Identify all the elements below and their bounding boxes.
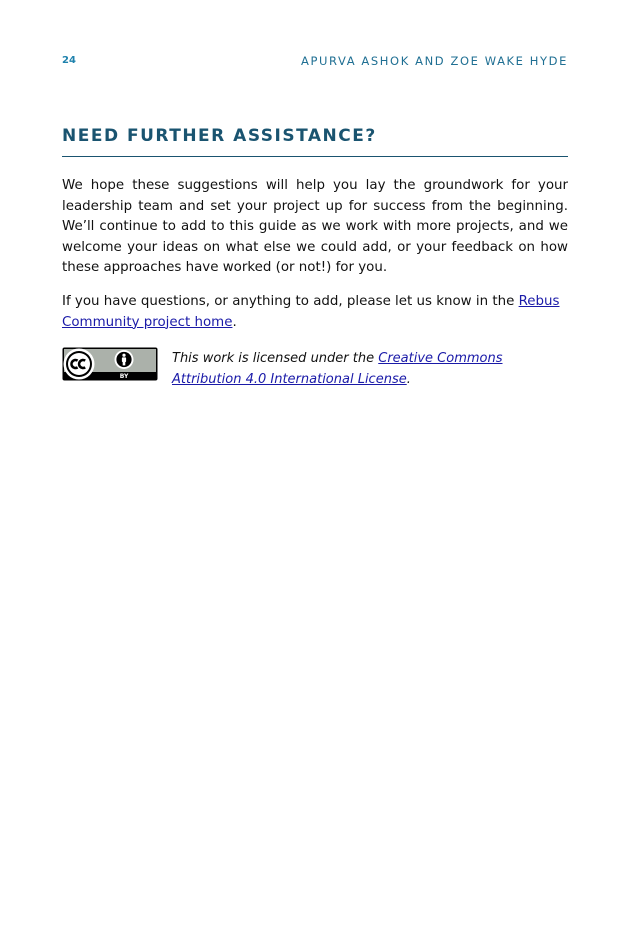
rebus-community-link[interactable]: Rebus Community project home	[62, 294, 560, 330]
section-heading: NEED FURTHER ASSISTANCE?	[62, 126, 377, 146]
page-number: 24	[62, 55, 76, 66]
paragraph-contact-text: If you have questions, or anything to add, please let us know in the	[62, 294, 519, 309]
license-text-prefix: This work is licensed under the	[172, 351, 379, 366]
license-text-end: .	[406, 371, 411, 387]
attribution-body	[122, 357, 126, 362]
running-title: APURVA ASHOK AND ZOE WAKE HYDE	[301, 54, 568, 68]
cc-by-license-icon[interactable]	[62, 347, 158, 381]
attribution-legs	[123, 362, 126, 366]
running-head	[62, 55, 568, 71]
paragraph-contact	[62, 292, 568, 333]
paragraph-suggestions: We hope these suggestions will help you lay the groundwork for your leadership team and set your project up for success from the beginning. We’ll continue to add to this guide as we work with more projects, and we welcome your ideas on what else we could add, or your feedback on how these approaches have worked (or not!) for you.	[62, 178, 568, 275]
cc-license-link[interactable]: Creative Commons Attribution 4.0 International License	[172, 351, 503, 387]
license-statement	[172, 349, 568, 390]
badge-by-label: BY	[119, 373, 129, 380]
license-block	[62, 347, 568, 391]
paragraph-contact-end: .	[232, 314, 237, 330]
heading-rule	[62, 156, 568, 157]
attribution-head	[122, 354, 125, 357]
